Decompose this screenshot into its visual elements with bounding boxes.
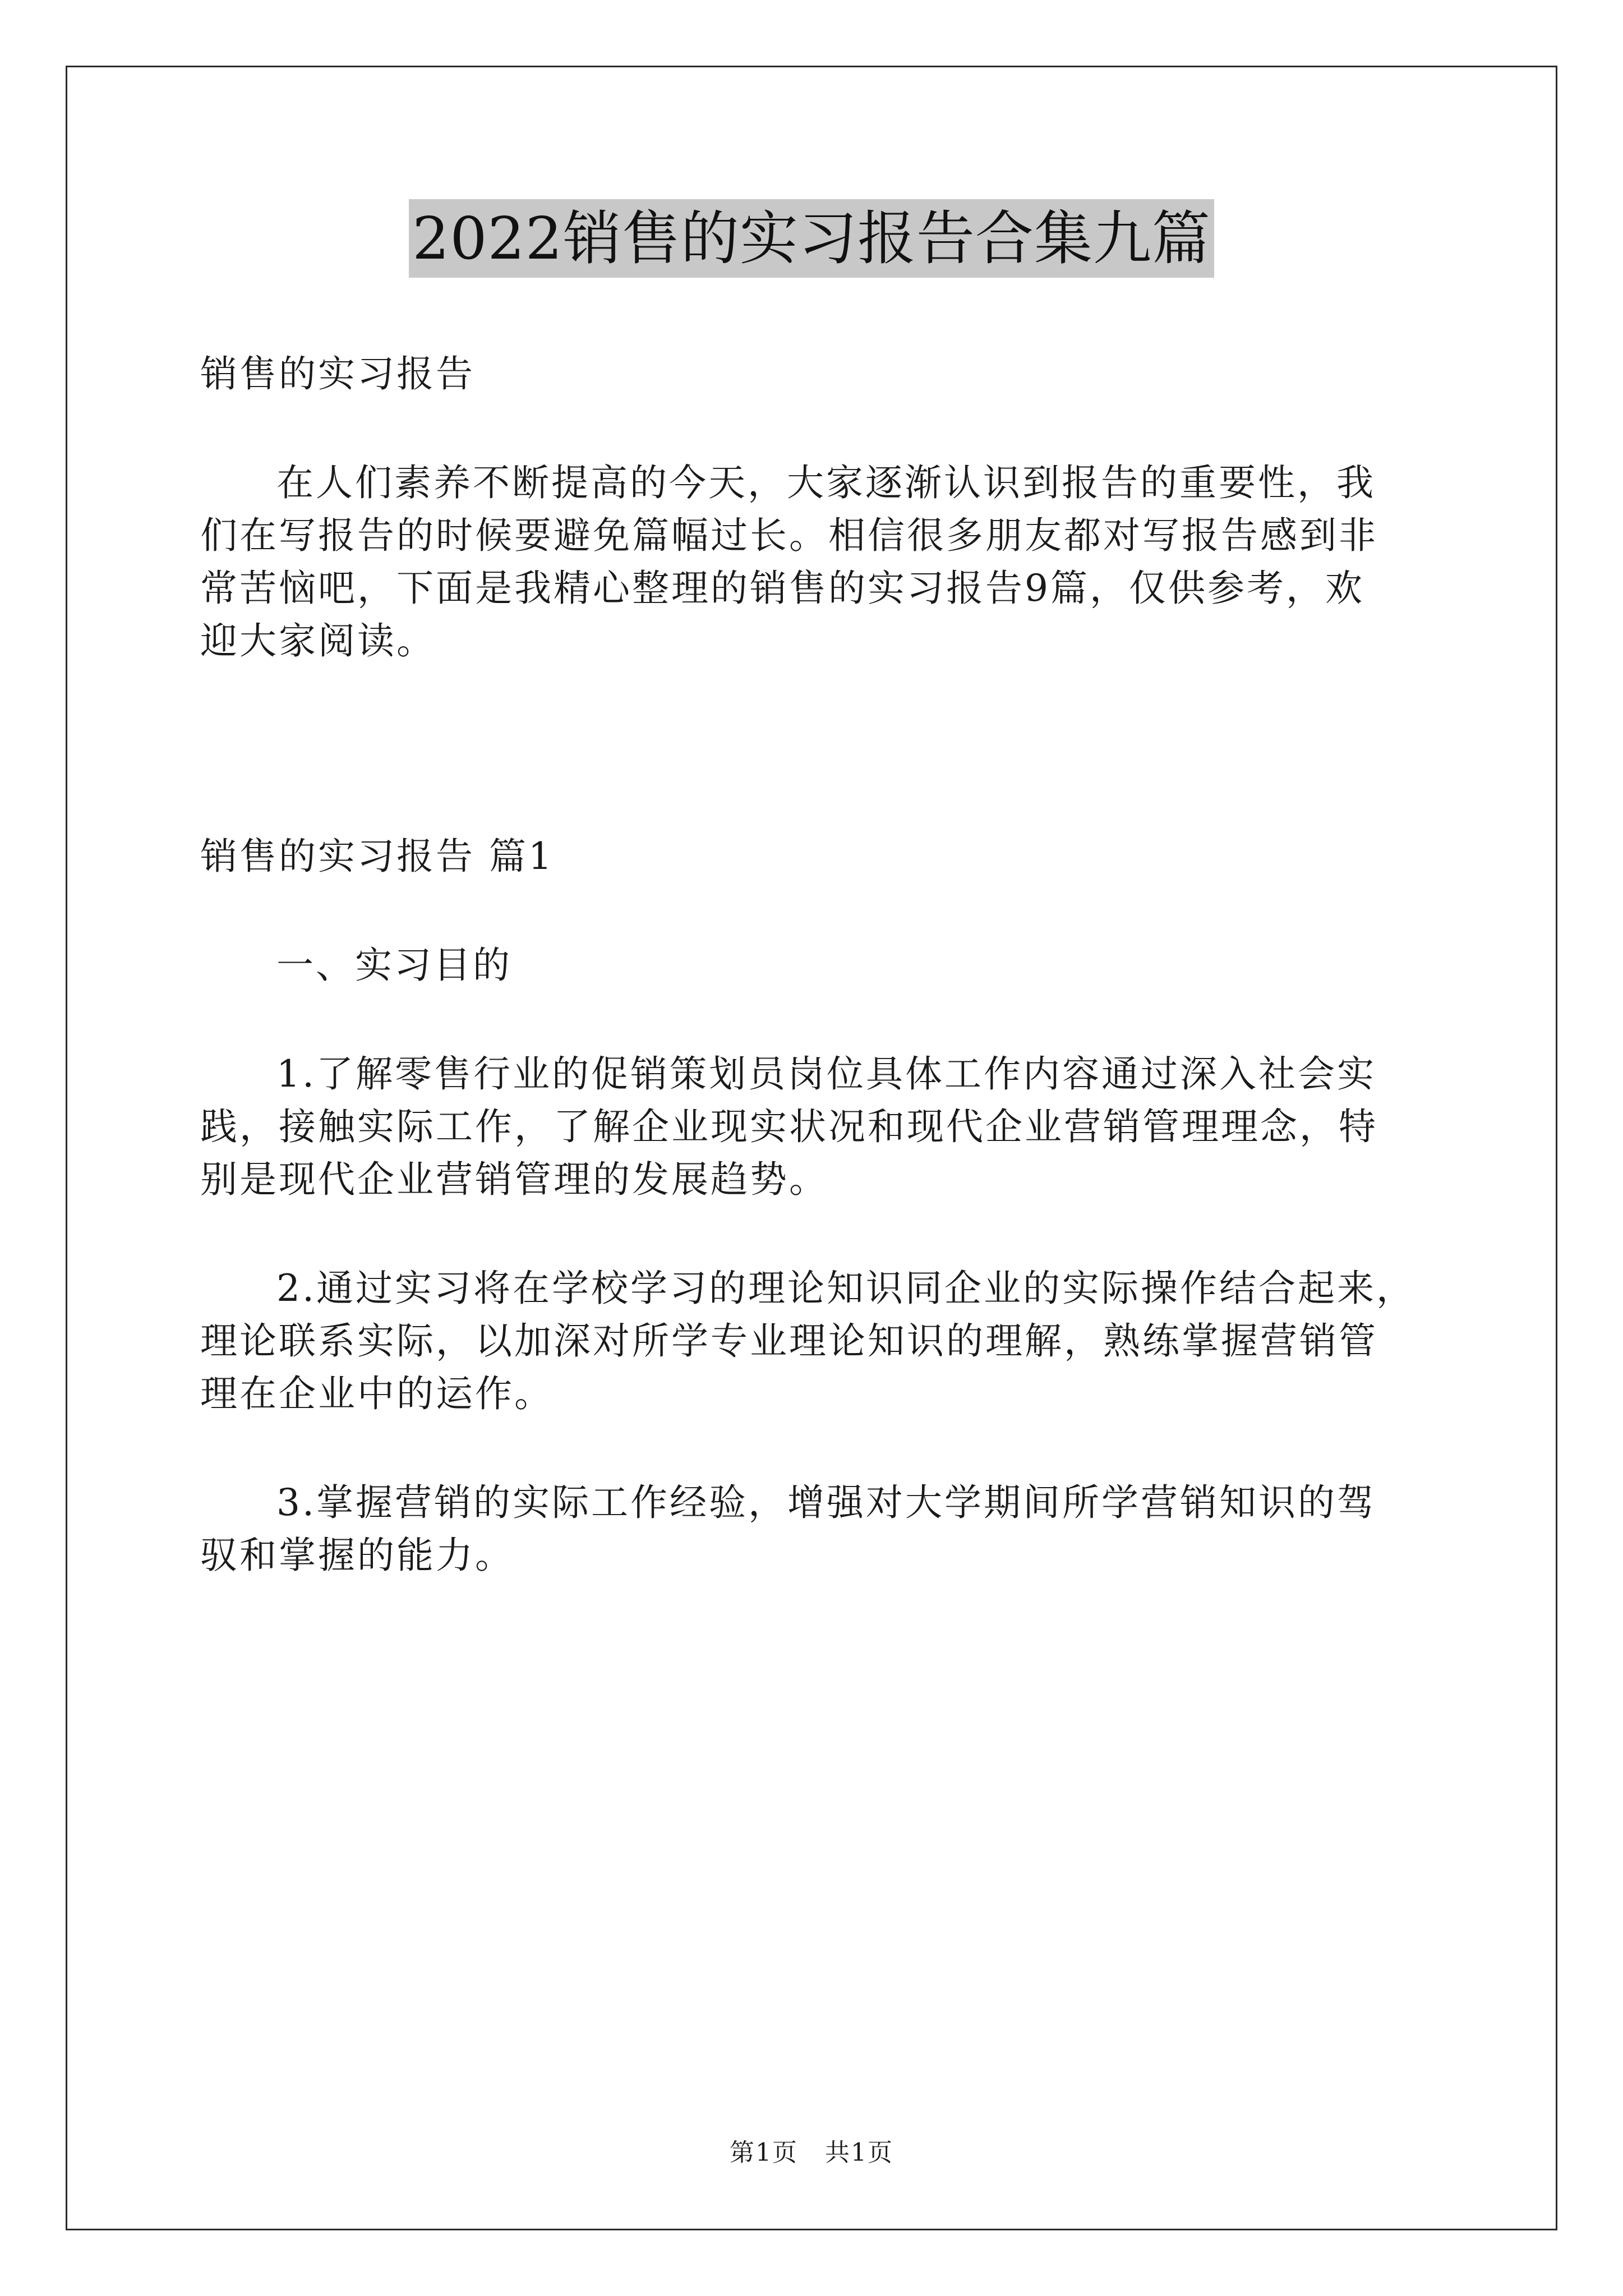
text-line: 们在写报告的时候要避免篇幅过长。相信很多朋友都对写报告感到非 (200, 514, 1378, 557)
item-2-paragraph (200, 1262, 1434, 1420)
item-3-paragraph (200, 1476, 1434, 1582)
text-line: 别是现代企业营销管理的发展趋势。 (200, 1158, 828, 1201)
page-footer: 第1页 共1页 (730, 2138, 893, 2167)
section-heading: 销售的实习报告 篇1 (200, 835, 554, 878)
text-line: 常苦恼吧，下面是我精心整理的销售的实习报告9篇，仅供参考，欢 (200, 567, 1364, 610)
text-line: 理在企业中的运作。 (200, 1372, 554, 1415)
intro-paragraph (200, 457, 1434, 668)
text-line: 践，接触实际工作，了解企业现实状况和现代企业营销管理理念，特 (200, 1105, 1378, 1148)
text-line: 理论联系实际，以加深对所学专业理论知识的理解，熟练掌握营销管 (200, 1319, 1378, 1363)
item-1-paragraph (200, 1048, 1434, 1206)
text-line: 2.通过实习将在学校学习的理论知识同企业的实际操作结合起来， (276, 1267, 1415, 1310)
title-container (0, 199, 1623, 278)
text-line: 在人们素养不断提高的今天，大家逐渐认识到报告的重要性，我 (276, 461, 1376, 504)
text-line: 驭和掌握的能力。 (200, 1534, 514, 1577)
text-line: 迎大家阅读。 (200, 619, 436, 662)
document-title: 2022销售的实习报告合集九篇 (409, 199, 1214, 278)
subtitle: 销售的实习报告 (200, 352, 475, 395)
subheading: 一、实习目的 (276, 944, 512, 987)
document-body (200, 348, 1434, 1582)
text-line: 3.掌握营销的实际工作经验，增强对大学期间所学营销知识的驾 (276, 1481, 1376, 1524)
text-line: 1.了解零售行业的促销策划员岗位具体工作内容通过深入社会实 (276, 1052, 1376, 1096)
